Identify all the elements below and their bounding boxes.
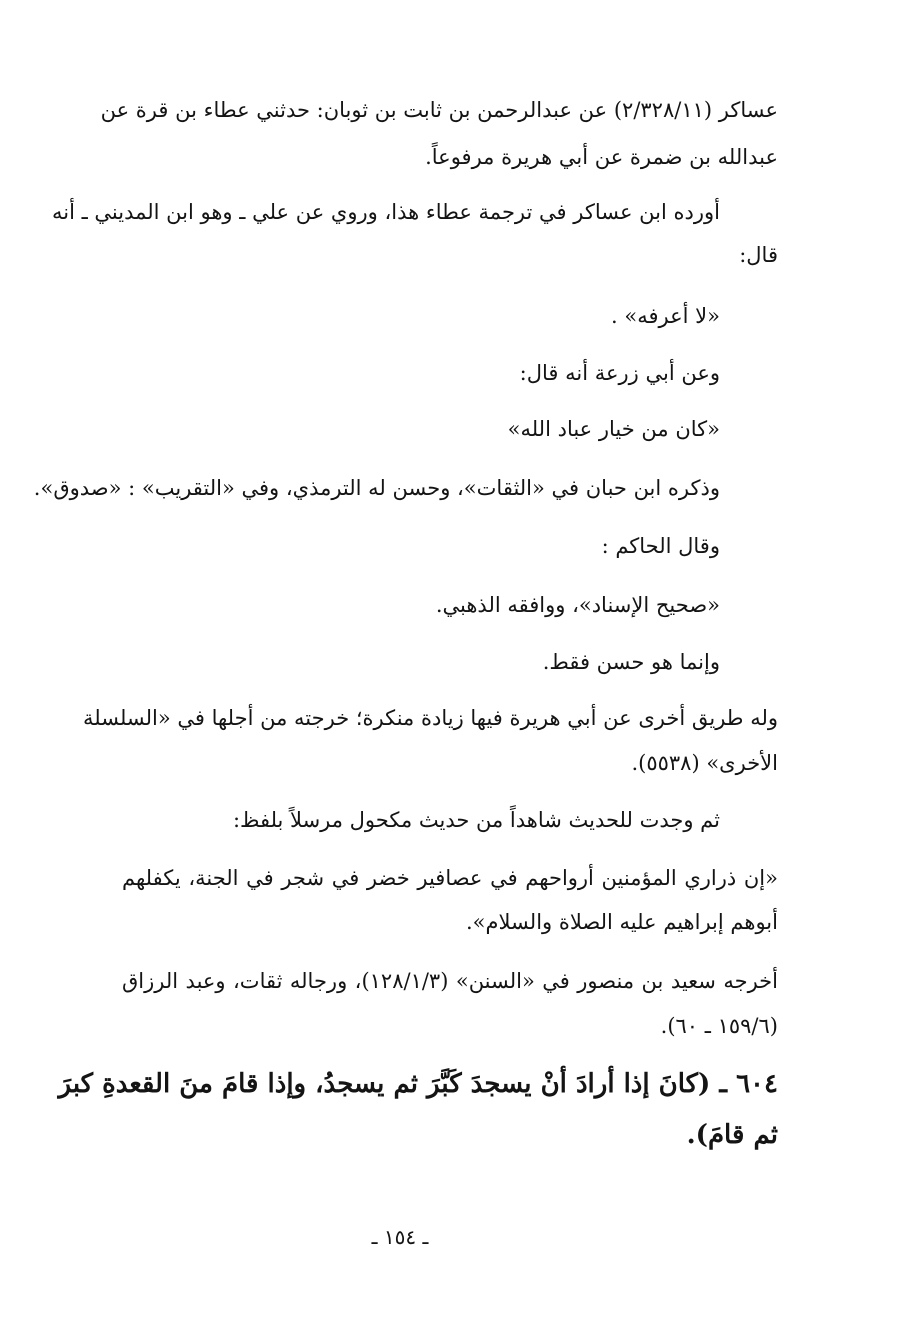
page-number: ـ ١٥٤ ـ <box>371 1225 429 1249</box>
quote-line: «لا أعرفه» . <box>611 304 720 328</box>
hadith-heading: ٦٠٤ ـ (كانَ إذا أرادَ أنْ يسجدَ كَبَّرَ ثم يسجدُ، وإذا قامَ منَ القعدةِ كبرَ <box>58 1069 778 1099</box>
text-line: ثم وجدت للحديث شاهداً من حديث مكحول مرسلاً بلفظ: <box>232 808 720 832</box>
quote-line: «كان من خيار عباد الله» <box>507 417 720 441</box>
text-line: عبدالله بن ضمرة عن أبي هريرة مرفوعاً. <box>425 145 778 169</box>
text-line: قال: <box>739 243 778 267</box>
text-line: وذكره ابن حبان في «الثقات»، وحسن له الترمذي، وفي «التقريب» : «صدوق». <box>33 476 720 500</box>
text-line: وقال الحاكم : <box>601 534 720 558</box>
text-line: عساكر (٢/٣٢٨/١١) عن عبدالرحمن بن ثابت بن ثوبان: حدثني عطاء بن قرة عن <box>100 98 778 122</box>
text-line: أورده ابن عساكر في ترجمة عطاء هذا، وروي عن علي ـ وهو ابن المديني ـ أنه <box>51 200 720 224</box>
hadith-heading: ثم قامَ). <box>686 1120 778 1150</box>
text-line: وله طريق أخرى عن أبي هريرة فيها زيادة منكرة؛ خرجته من أجلها في «السلسلة <box>83 706 778 730</box>
quote-line: أبوهم إبراهيم عليه الصلاة والسلام». <box>466 910 778 934</box>
text-line: أخرجه سعيد بن منصور في «السنن» (١٢٨/١/٣)، ورجاله ثقات، وعبد الرزاق <box>122 969 778 993</box>
text-line: وإنما هو حسن فقط. <box>542 650 720 674</box>
text-line: (١٥٩/٦ ـ ٦٠). <box>660 1014 778 1038</box>
text-line: الأخرى» (٥٥٣٨). <box>631 751 778 775</box>
text-line: وعن أبي زرعة أنه قال: <box>519 361 720 385</box>
quote-line: «إن ذراري المؤمنين أرواحهم في عصافير خضر في شجر في الجنة، يكفلهم <box>122 866 778 890</box>
quote-line: «صحيح الإسناد»، ووافقه الذهبي. <box>435 593 720 617</box>
